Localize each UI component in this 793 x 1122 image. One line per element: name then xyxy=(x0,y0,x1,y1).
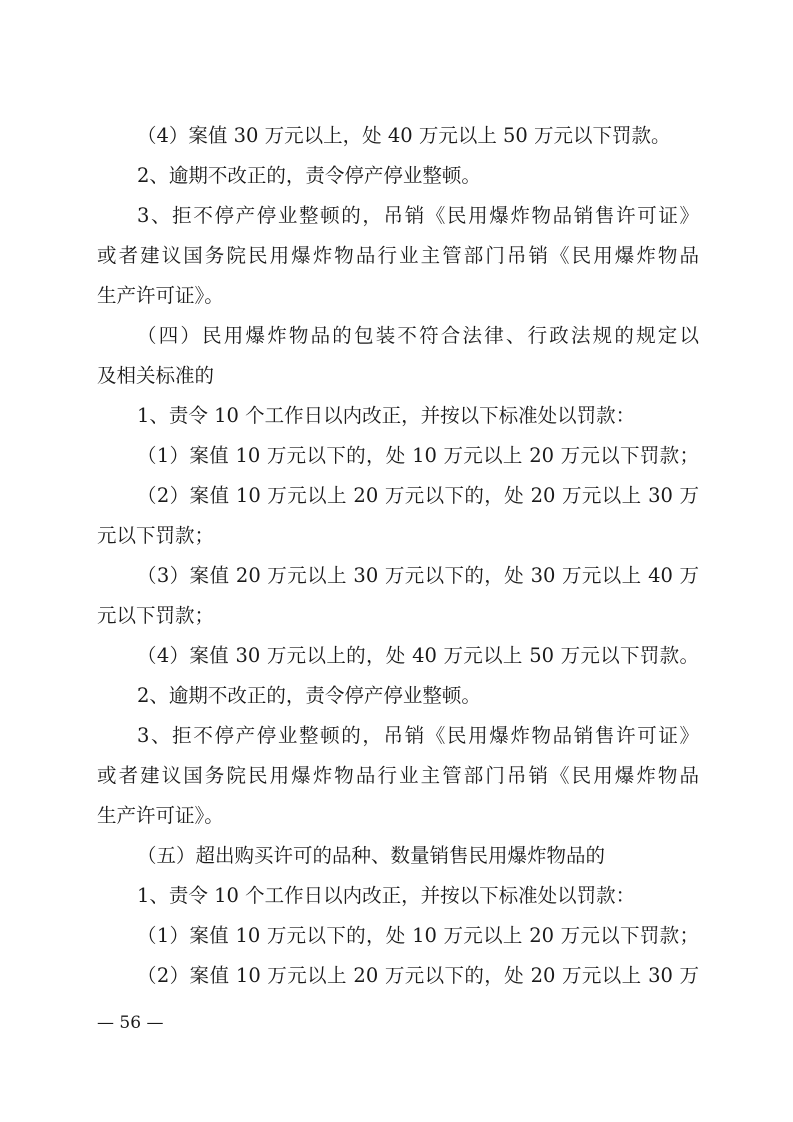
text-line: （4）案值 30 万元以上，处 40 万元以上 50 万元以下罚款。 xyxy=(137,124,671,147)
text-line: （2）案值 10 万元以上 20 万元以下的，处 20 万元以上 30 万 xyxy=(137,484,699,507)
text-line: （1）案值 10 万元以下的，处 10 万元以上 20 万元以下罚款； xyxy=(137,444,699,467)
text-line: （2）案值 10 万元以上 20 万元以下的，处 20 万元以上 30 万 xyxy=(137,964,699,987)
text-line: 2、逾期不改正的，责令停产停业整顿。 xyxy=(137,164,481,187)
text-line: 3、拒不停产停业整顿的，吊销《民用爆炸物品销售许可证》 xyxy=(137,724,699,747)
text-line: （4）案值 30 万元以上的，处 40 万元以上 50 万元以下罚款。 xyxy=(137,644,699,667)
text-line: 1、责令 10 个工作日以内改正，并按以下标准处以罚款： xyxy=(137,884,636,907)
text-line: 生产许可证》。 xyxy=(97,804,224,827)
text-line: 元以下罚款； xyxy=(97,604,215,627)
text-line: 或者建议国务院民用爆炸物品行业主管部门吊销《民用爆炸物品 xyxy=(97,764,699,787)
text-line: （3）案值 20 万元以上 30 万元以下的，处 30 万元以上 40 万 xyxy=(137,564,699,587)
text-line: （1）案值 10 万元以下的，处 10 万元以上 20 万元以下罚款； xyxy=(137,924,699,947)
text-line: 3、拒不停产停业整顿的，吊销《民用爆炸物品销售许可证》 xyxy=(137,204,699,227)
text-line: 及相关标准的 xyxy=(97,364,215,387)
document-body xyxy=(97,116,699,996)
page-number: — 56 — xyxy=(97,1013,164,1033)
text-line: 元以下罚款； xyxy=(97,524,215,547)
text-line: 或者建议国务院民用爆炸物品行业主管部门吊销《民用爆炸物品 xyxy=(97,244,699,267)
text-line: （五）超出购买许可的品种、数量销售民用爆炸物品的 xyxy=(137,844,606,867)
text-line: 2、逾期不改正的，责令停产停业整顿。 xyxy=(137,684,481,707)
text-line: 生产许可证》。 xyxy=(97,284,224,307)
text-line: （四）民用爆炸物品的包装不符合法律、行政法规的规定以 xyxy=(137,324,699,347)
text-line: 1、责令 10 个工作日以内改正，并按以下标准处以罚款： xyxy=(137,404,636,427)
